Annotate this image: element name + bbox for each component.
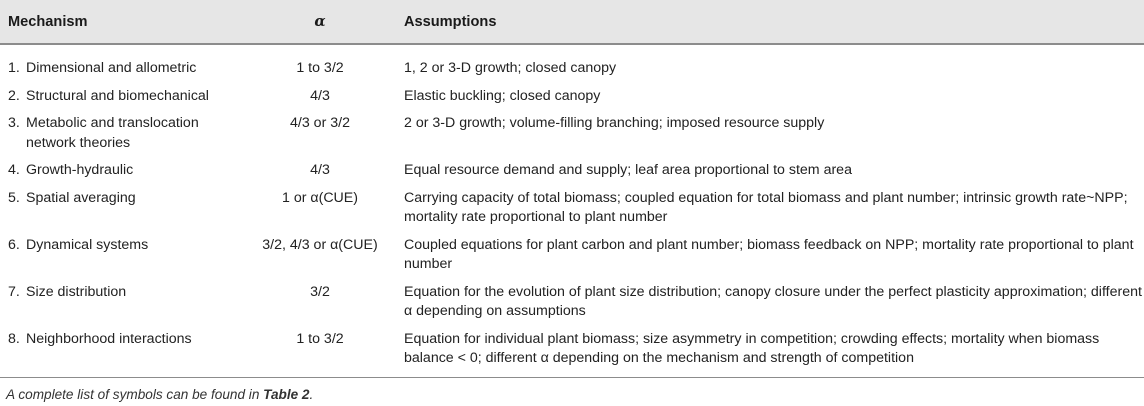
assumptions-cell: Elastic buckling; closed canopy <box>404 87 601 104</box>
mechanism-cell <box>0 235 244 282</box>
table-header <box>0 0 1144 44</box>
mechanism-cell <box>0 188 244 235</box>
assumptions-cell: Coupled equations for plant carbon and plant number; biomass feedback on NPP; mortality rate proportional to plant number <box>404 236 1134 272</box>
mechanism-number: 8. <box>8 330 20 347</box>
assumptions-cell: Carrying capacity of total biomass; coupled equation for total biomass and plant number; intrinsic growth rate~NPP; mortality rate proportional to plant number <box>404 189 1128 225</box>
header-alpha: α <box>244 0 396 44</box>
alpha-value-cell: 1 to 3/2 <box>244 329 396 378</box>
alpha-value-cell: 4/3 or 3/2 <box>290 115 350 131</box>
mechanism-name: Neighborhood interactions <box>26 330 192 347</box>
mechanism-cell <box>0 329 244 378</box>
mechanism-name: Growth-hydraulic <box>26 162 134 178</box>
header-assumptions: Assumptions <box>396 0 1144 44</box>
mechanism-number: 6. <box>8 236 20 253</box>
mechanism-number: 7. <box>8 283 20 300</box>
table-row <box>0 188 1144 235</box>
footnote-suffix: . <box>309 386 314 402</box>
table-row <box>0 235 1144 282</box>
mechanism-name: Metabolic and translocation network theories <box>26 115 199 151</box>
assumptions-cell: Equal resource demand and supply; leaf area proportional to stem area <box>404 162 852 178</box>
assumptions-cell: Equation for individual plant biomass; size asymmetry in competition; crowding effects; mortality when biomass balance < 0; different α depending on the mechanism and strength of competition <box>396 329 1144 378</box>
alpha-value-cell: 1 or α(CUE) <box>282 189 358 206</box>
mechanism-number: 1. <box>8 60 20 76</box>
mechanism-cell <box>0 44 244 86</box>
alpha-value-cell: 3/2 <box>310 283 330 300</box>
table-footnote <box>0 378 1144 402</box>
alpha-value-cell: 4/3 <box>310 87 330 104</box>
mechanism-name: Dimensional and allometric <box>26 60 197 76</box>
table-row <box>0 329 1144 378</box>
alpha-value-cell: 1 to 3/2 <box>296 60 344 76</box>
alpha-value-cell: 3/2, 4/3 or α(CUE) <box>262 236 378 253</box>
table-row <box>0 113 1144 160</box>
mechanism-name: Dynamical systems <box>26 236 149 253</box>
assumptions-cell: Equation for the evolution of plant size distribution; canopy closure under the perfect plasticity approximation; different α depending on assumptions <box>404 283 1142 319</box>
assumptions-cell: 2 or 3-D growth; volume-filling branching; imposed resource supply <box>404 115 825 131</box>
mechanism-number: 2. <box>8 87 20 104</box>
table-row <box>0 282 1144 329</box>
table-row <box>0 86 1144 114</box>
table-body <box>0 44 1144 377</box>
assumptions-cell: 1, 2 or 3-D growth; closed canopy <box>404 60 617 76</box>
mechanism-name: Size distribution <box>26 283 127 300</box>
footnote-prefix: A complete list of symbols can be found in <box>6 386 264 402</box>
table-row <box>0 44 1144 86</box>
alpha-value-cell: 4/3 <box>310 162 330 178</box>
table-row <box>0 160 1144 188</box>
header-mechanism: Mechanism <box>0 0 244 44</box>
mechanism-cell <box>0 282 244 329</box>
mechanism-number: 3. <box>8 115 20 131</box>
mechanism-name: Spatial averaging <box>26 189 136 206</box>
mechanism-number: 5. <box>8 189 20 206</box>
mechanism-name: Structural and biomechanical <box>26 87 209 104</box>
mechanism-cell <box>0 160 244 188</box>
header-row <box>0 0 1144 44</box>
mechanism-cell <box>0 86 244 114</box>
mechanism-cell <box>0 113 244 160</box>
mechanism-number: 4. <box>8 162 20 178</box>
footnote-table-ref[interactable]: Table 2 <box>263 386 310 402</box>
